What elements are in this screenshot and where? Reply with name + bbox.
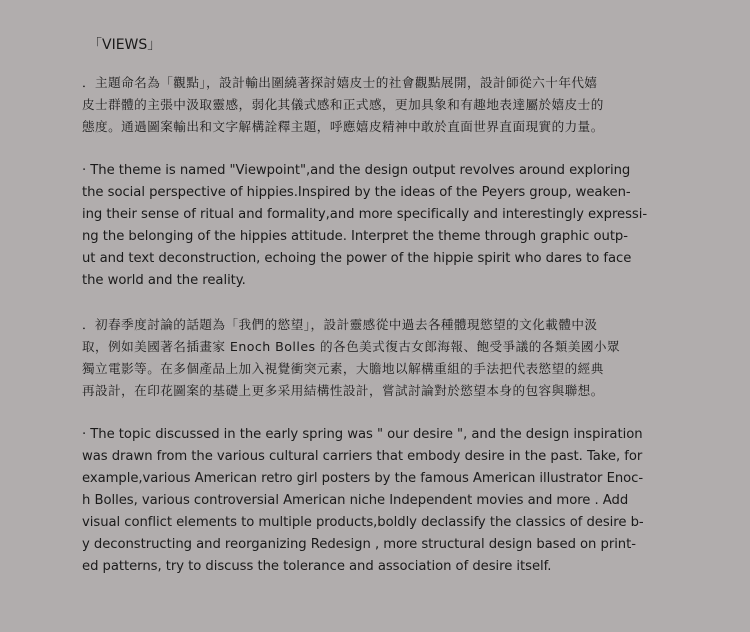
text-line: 再設計，在印花圖案的基礎上更多采用結構性設計，嘗試討論對於慾望本身的包容與聯想。 bbox=[82, 383, 604, 398]
text-line: 態度。通過圖案輸出和文字解構詮釋主題，呼應嬉皮精神中敢於直面世界直面現實的力量。 bbox=[82, 119, 604, 134]
paragraph-theme-english bbox=[82, 160, 672, 292]
paragraph-desire-chinese bbox=[82, 314, 672, 402]
text-line: the world and the reality. bbox=[82, 273, 246, 288]
text-line: 皮士群體的主張中汲取靈感，弱化其儀式感和正式感，更加具象和有趣地表達屬於嬉皮士的 bbox=[82, 97, 604, 112]
views-text-block bbox=[82, 30, 672, 578]
text-line: ing their sense of ritual and formality,and more specifically and interestingly expressi- bbox=[82, 207, 648, 222]
text-line: · The topic discussed in the early spring was " our desire ", and the design inspiration bbox=[82, 427, 643, 442]
text-line: example,various American retro girl posters by the famous American illustrator Enoc- bbox=[82, 471, 644, 486]
section-heading: 「VIEWS」 bbox=[88, 37, 162, 53]
text-line: h Bolles, various controversial American niche Independent movies and more . Add bbox=[82, 493, 629, 508]
text-line: the social perspective of hippies.Inspired by the ideas of the Peyers group, weaken- bbox=[82, 185, 631, 200]
text-line: ed patterns, try to discuss the tolerance and association of desire itself. bbox=[82, 559, 552, 574]
text-line: ut and text deconstruction, echoing the power of the hippie spirit who dares to face bbox=[82, 251, 632, 266]
paragraph-theme-chinese bbox=[82, 72, 672, 138]
text-line: 取，例如美國著名插畫家 Enoch Bolles 的各色美式復古女郎海報、飽受爭議的各類美國小眾 bbox=[82, 339, 620, 354]
text-line: visual conflict elements to multiple products,boldly declassify the classics of desire b- bbox=[82, 515, 644, 530]
text-line: was drawn from the various cultural carriers that embody desire in the past. Take, for bbox=[82, 449, 643, 464]
text-line: ．主題命名為「觀點」，設計輸出圍繞著探討嬉皮士的社會觀點展開，設計師從六十年代嬉 bbox=[82, 75, 598, 90]
text-line: y deconstructing and reorganizing Redesign , more structural design based on print- bbox=[82, 537, 636, 552]
text-line: · The theme is named "Viewpoint",and the design output revolves around exploring bbox=[82, 163, 631, 178]
text-line: 獨立電影等。在多個產品上加入視覺衝突元素，大膽地以解構重組的手法把代表慾望的經典 bbox=[82, 361, 604, 376]
text-line: ．初春季度討論的話題為「我們的慾望」，設計靈感從中過去各種體現慾望的文化載體中汲 bbox=[82, 317, 598, 332]
paragraph-desire-english bbox=[82, 424, 672, 578]
text-line: ng the belonging of the hippies attitude. Interpret the theme through graphic outp- bbox=[82, 229, 628, 244]
